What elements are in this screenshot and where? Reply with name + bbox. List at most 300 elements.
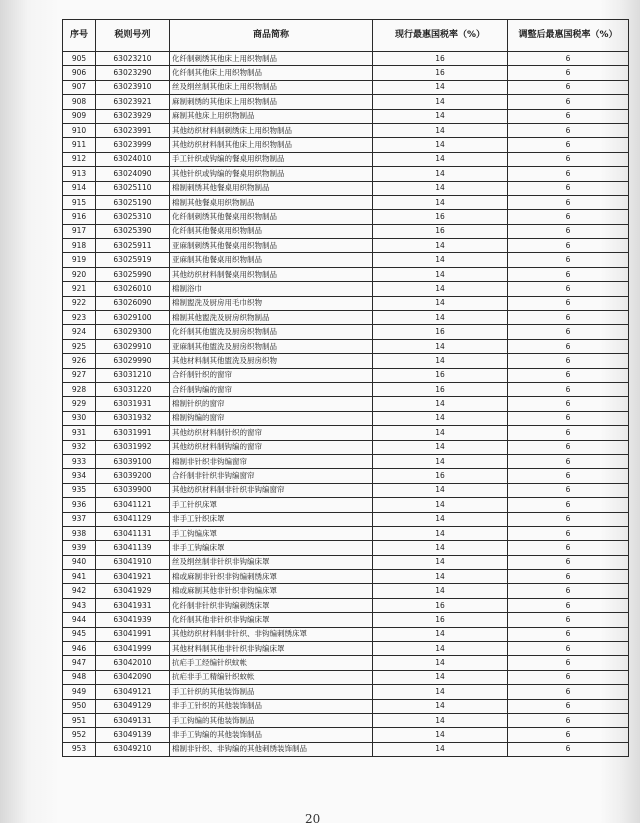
tariff-code-cell: 63049131 [96,713,170,727]
adjusted-rate-cell: 6 [508,138,629,152]
product-name-cell: 手工针织的其他装饰制品 [170,685,373,699]
product-name-cell: 丝及绢丝制其他床上用织物制品 [170,80,373,94]
current-rate-cell: 14 [373,526,508,540]
seq-cell: 924 [63,325,96,339]
product-name-cell: 抗疟手工经编针织蚊帐 [170,656,373,670]
tariff-code-cell: 63049139 [96,728,170,742]
product-name-cell: 合纤制针织的窗帘 [170,368,373,382]
seq-cell: 928 [63,382,96,396]
header-adjusted-rate: 调整后最惠国税率（%） [508,20,629,52]
tariff-code-cell: 63025110 [96,181,170,195]
adjusted-rate-cell: 6 [508,411,629,425]
seq-cell: 911 [63,138,96,152]
tariff-code-cell: 63041921 [96,570,170,584]
tariff-code-cell: 63023910 [96,80,170,94]
tariff-code-cell: 63041129 [96,512,170,526]
current-rate-cell: 14 [373,95,508,109]
product-name-cell: 手工针织床罩 [170,498,373,512]
tariff-code-cell: 63031991 [96,426,170,440]
tariff-code-cell: 63042010 [96,656,170,670]
product-name-cell: 其他材料制其他非针织非钩编床罩 [170,642,373,656]
adjusted-rate-cell: 6 [508,454,629,468]
current-rate-cell: 16 [373,382,508,396]
current-rate-cell: 16 [373,325,508,339]
tariff-code-cell: 63025390 [96,224,170,238]
current-rate-cell: 14 [373,296,508,310]
current-rate-cell: 14 [373,512,508,526]
tariff-code-cell: 63041999 [96,642,170,656]
tariff-code-cell: 63024090 [96,167,170,181]
seq-cell: 907 [63,80,96,94]
seq-cell: 923 [63,311,96,325]
seq-cell: 936 [63,498,96,512]
table-row [63,728,629,742]
adjusted-rate-cell: 6 [508,253,629,267]
adjusted-rate-cell: 6 [508,469,629,483]
table-row [63,267,629,281]
seq-cell: 920 [63,267,96,281]
current-rate-cell: 14 [373,440,508,454]
current-rate-cell: 14 [373,181,508,195]
adjusted-rate-cell: 6 [508,598,629,612]
current-rate-cell: 14 [373,354,508,368]
tariff-code-cell: 63024010 [96,152,170,166]
table-row [63,584,629,598]
table-row [63,397,629,411]
adjusted-rate-cell: 6 [508,325,629,339]
tariff-code-cell: 63049210 [96,742,170,756]
product-name-cell: 棉制钩编的窗帘 [170,411,373,425]
seq-cell: 931 [63,426,96,440]
adjusted-rate-cell: 6 [508,713,629,727]
adjusted-rate-cell: 6 [508,195,629,209]
seq-cell: 927 [63,368,96,382]
seq-cell: 917 [63,224,96,238]
current-rate-cell: 16 [373,613,508,627]
current-rate-cell: 14 [373,152,508,166]
seq-cell: 932 [63,440,96,454]
seq-cell: 910 [63,123,96,137]
current-rate-cell: 14 [373,498,508,512]
current-rate-cell: 14 [373,282,508,296]
current-rate-cell: 14 [373,239,508,253]
adjusted-rate-cell: 6 [508,656,629,670]
current-rate-cell: 14 [373,713,508,727]
current-rate-cell: 14 [373,699,508,713]
tariff-code-cell: 63029910 [96,339,170,353]
adjusted-rate-cell: 6 [508,311,629,325]
table-row [63,598,629,612]
current-rate-cell: 14 [373,483,508,497]
product-name-cell: 棉制非针织、非钩编的其他刺绣装饰制品 [170,742,373,756]
table-row [63,382,629,396]
tariff-code-cell: 63031932 [96,411,170,425]
tariff-code-cell: 63029100 [96,311,170,325]
table-row [63,224,629,238]
seq-cell: 906 [63,66,96,80]
table-row [63,354,629,368]
product-name-cell: 麻制刺绣的其他床上用织物制品 [170,95,373,109]
tariff-code-cell: 63041910 [96,555,170,569]
table-row [63,282,629,296]
product-name-cell: 棉制针织的窗帘 [170,397,373,411]
tariff-code-cell: 63031992 [96,440,170,454]
seq-cell: 947 [63,656,96,670]
table-row [63,742,629,756]
tariff-code-cell: 63023210 [96,52,170,66]
product-name-cell: 其他纺织材料制其他床上用织物制品 [170,138,373,152]
tariff-code-cell: 63025919 [96,253,170,267]
seq-cell: 938 [63,526,96,540]
tariff-code-cell: 63031220 [96,382,170,396]
adjusted-rate-cell: 6 [508,52,629,66]
tariff-code-cell: 63026090 [96,296,170,310]
tariff-code-cell: 63026010 [96,282,170,296]
product-name-cell: 化纤制刺绣其他餐桌用织物制品 [170,210,373,224]
tariff-code-cell: 63023991 [96,123,170,137]
tariff-code-cell: 63025911 [96,239,170,253]
tariff-code-cell: 63042090 [96,670,170,684]
adjusted-rate-cell: 6 [508,685,629,699]
seq-cell: 939 [63,541,96,555]
adjusted-rate-cell: 6 [508,426,629,440]
product-name-cell: 化纤制非针织非钩编刺绣床罩 [170,598,373,612]
product-name-cell: 其他材料制其他盥洗及厨房织物 [170,354,373,368]
product-name-cell: 其他纺织材料制针织的窗帘 [170,426,373,440]
table-row [63,699,629,713]
current-rate-cell: 14 [373,397,508,411]
table-row [63,80,629,94]
product-name-cell: 非手工针织的其他装饰制品 [170,699,373,713]
adjusted-rate-cell: 6 [508,354,629,368]
tariff-code-cell: 63041139 [96,541,170,555]
product-name-cell: 棉制刺绣其他餐桌用织物制品 [170,181,373,195]
table-row [63,167,629,181]
seq-cell: 925 [63,339,96,353]
seq-cell: 946 [63,642,96,656]
current-rate-cell: 16 [373,469,508,483]
tariff-code-cell: 63039100 [96,454,170,468]
adjusted-rate-cell: 6 [508,224,629,238]
table-row [63,656,629,670]
tariff-code-cell: 63025990 [96,267,170,281]
current-rate-cell: 14 [373,728,508,742]
tariff-table [62,19,629,757]
current-rate-cell: 14 [373,541,508,555]
table-row [63,483,629,497]
product-name-cell: 其他纺织材料制钩编的窗帘 [170,440,373,454]
seq-cell: 912 [63,152,96,166]
seq-cell: 935 [63,483,96,497]
product-name-cell: 化纤制刺绣其他床上用织物制品 [170,52,373,66]
current-rate-cell: 14 [373,642,508,656]
product-name-cell: 非手工钩编的其他装饰制品 [170,728,373,742]
current-rate-cell: 14 [373,742,508,756]
seq-cell: 944 [63,613,96,627]
table-row [63,66,629,80]
table-row [63,440,629,454]
product-name-cell: 其他纺织材料制餐桌用织物制品 [170,267,373,281]
current-rate-cell: 16 [373,52,508,66]
adjusted-rate-cell: 6 [508,80,629,94]
tariff-code-cell: 63041131 [96,526,170,540]
current-rate-cell: 14 [373,138,508,152]
seq-cell: 952 [63,728,96,742]
table-body [63,52,629,757]
product-name-cell: 棉或麻制非针织非钩编刺绣床罩 [170,570,373,584]
current-rate-cell: 14 [373,411,508,425]
table-row [63,296,629,310]
product-name-cell: 亚麻制其他盥洗及厨房织物制品 [170,339,373,353]
adjusted-rate-cell: 6 [508,512,629,526]
seq-cell: 914 [63,181,96,195]
product-name-cell: 棉或麻制其他非针织非钩编床罩 [170,584,373,598]
product-name-cell: 棉制其他餐桌用织物制品 [170,195,373,209]
adjusted-rate-cell: 6 [508,613,629,627]
table-row [63,526,629,540]
table-row [63,138,629,152]
tariff-code-cell: 63023929 [96,109,170,123]
product-name-cell: 亚麻制刺绣其他餐桌用织物制品 [170,239,373,253]
tariff-code-cell: 63041939 [96,613,170,627]
table-row [63,253,629,267]
current-rate-cell: 14 [373,584,508,598]
adjusted-rate-cell: 6 [508,627,629,641]
seq-cell: 943 [63,598,96,612]
table-row [63,339,629,353]
seq-cell: 934 [63,469,96,483]
table-row [63,555,629,569]
current-rate-cell: 14 [373,80,508,94]
adjusted-rate-cell: 6 [508,526,629,540]
adjusted-rate-cell: 6 [508,66,629,80]
current-rate-cell: 16 [373,224,508,238]
seq-cell: 937 [63,512,96,526]
header-current-rate: 现行最惠国税率（%） [373,20,508,52]
current-rate-cell: 16 [373,598,508,612]
current-rate-cell: 14 [373,195,508,209]
tariff-code-cell: 63041991 [96,627,170,641]
adjusted-rate-cell: 6 [508,541,629,555]
table-row [63,411,629,425]
seq-cell: 921 [63,282,96,296]
tariff-code-cell: 63023290 [96,66,170,80]
seq-cell: 933 [63,454,96,468]
product-name-cell: 合纤制非针织非钩编窗帘 [170,469,373,483]
current-rate-cell: 14 [373,267,508,281]
adjusted-rate-cell: 6 [508,109,629,123]
current-rate-cell: 14 [373,123,508,137]
tariff-code-cell: 63049121 [96,685,170,699]
current-rate-cell: 14 [373,109,508,123]
product-name-cell: 麻制其他床上用织物制品 [170,109,373,123]
table-row [63,210,629,224]
table-row [63,512,629,526]
tariff-code-cell: 63023921 [96,95,170,109]
current-rate-cell: 16 [373,210,508,224]
adjusted-rate-cell: 6 [508,555,629,569]
product-name-cell: 抗疟非手工精编针织蚊帐 [170,670,373,684]
adjusted-rate-cell: 6 [508,95,629,109]
table-row [63,685,629,699]
adjusted-rate-cell: 6 [508,152,629,166]
tariff-code-cell: 63031210 [96,368,170,382]
adjusted-rate-cell: 6 [508,296,629,310]
seq-cell: 940 [63,555,96,569]
table-row [63,152,629,166]
tariff-code-cell: 63025310 [96,210,170,224]
tariff-code-cell: 63029300 [96,325,170,339]
tariff-code-cell: 63049129 [96,699,170,713]
product-name-cell: 其他纺织材料制刺绣床上用织物制品 [170,123,373,137]
seq-cell: 918 [63,239,96,253]
product-name-cell: 手工钩编的其他装饰制品 [170,713,373,727]
product-name-cell: 棉制其他盥洗及厨房织物制品 [170,311,373,325]
current-rate-cell: 16 [373,66,508,80]
product-name-cell: 化纤制其他盥洗及厨房织物制品 [170,325,373,339]
product-name-cell: 丝及绢丝制非针织非钩编床罩 [170,555,373,569]
table-row [63,52,629,66]
adjusted-rate-cell: 6 [508,440,629,454]
tariff-code-cell: 63039200 [96,469,170,483]
seq-cell: 929 [63,397,96,411]
tariff-code-cell: 63023999 [96,138,170,152]
adjusted-rate-cell: 6 [508,167,629,181]
table-row [63,181,629,195]
product-name-cell: 亚麻制其他餐桌用织物制品 [170,253,373,267]
seq-cell: 930 [63,411,96,425]
seq-cell: 919 [63,253,96,267]
header-product-name: 商品简称 [170,20,373,52]
seq-cell: 922 [63,296,96,310]
current-rate-cell: 14 [373,555,508,569]
adjusted-rate-cell: 6 [508,239,629,253]
seq-cell: 942 [63,584,96,598]
table-row [63,541,629,555]
seq-cell: 949 [63,685,96,699]
adjusted-rate-cell: 6 [508,123,629,137]
tariff-code-cell: 63041121 [96,498,170,512]
current-rate-cell: 14 [373,670,508,684]
adjusted-rate-cell: 6 [508,181,629,195]
current-rate-cell: 14 [373,311,508,325]
product-name-cell: 化纤制其他床上用织物制品 [170,66,373,80]
adjusted-rate-cell: 6 [508,382,629,396]
tariff-code-cell: 63041931 [96,598,170,612]
table-row [63,570,629,584]
seq-cell: 909 [63,109,96,123]
product-name-cell: 其他纺织材料制非针织非钩编窗帘 [170,483,373,497]
adjusted-rate-cell: 6 [508,584,629,598]
seq-cell: 945 [63,627,96,641]
table-row [63,368,629,382]
adjusted-rate-cell: 6 [508,742,629,756]
seq-cell: 905 [63,52,96,66]
product-name-cell: 其他针织或钩编的餐桌用织物制品 [170,167,373,181]
adjusted-rate-cell: 6 [508,339,629,353]
current-rate-cell: 14 [373,685,508,699]
table-row [63,613,629,627]
adjusted-rate-cell: 6 [508,267,629,281]
product-name-cell: 手工钩编床罩 [170,526,373,540]
current-rate-cell: 14 [373,656,508,670]
adjusted-rate-cell: 6 [508,397,629,411]
adjusted-rate-cell: 6 [508,699,629,713]
tariff-code-cell: 63031931 [96,397,170,411]
product-name-cell: 化纤制其他餐桌用织物制品 [170,224,373,238]
table-row [63,426,629,440]
adjusted-rate-cell: 6 [508,670,629,684]
seq-cell: 908 [63,95,96,109]
current-rate-cell: 14 [373,167,508,181]
adjusted-rate-cell: 6 [508,642,629,656]
table-row [63,642,629,656]
table-row [63,670,629,684]
adjusted-rate-cell: 6 [508,282,629,296]
product-name-cell: 其他纺织材料制非针织、非钩编刺绣床罩 [170,627,373,641]
seq-cell: 953 [63,742,96,756]
page-number: 20 [305,812,321,823]
product-name-cell: 棉制浴巾 [170,282,373,296]
table-row [63,239,629,253]
table-header-row [63,20,629,52]
tariff-code-cell: 63041929 [96,584,170,598]
table-row [63,627,629,641]
table-row [63,498,629,512]
product-name-cell: 非手工针织床罩 [170,512,373,526]
product-name-cell: 棉制盥洗及厨房用毛巾织物 [170,296,373,310]
seq-cell: 913 [63,167,96,181]
current-rate-cell: 14 [373,627,508,641]
product-name-cell: 合纤制钩编的窗帘 [170,382,373,396]
current-rate-cell: 14 [373,454,508,468]
seq-cell: 950 [63,699,96,713]
tariff-code-cell: 63029990 [96,354,170,368]
tariff-code-cell: 63039900 [96,483,170,497]
adjusted-rate-cell: 6 [508,570,629,584]
seq-cell: 941 [63,570,96,584]
table-row [63,95,629,109]
table-row [63,454,629,468]
table-row [63,713,629,727]
seq-cell: 916 [63,210,96,224]
tariff-code-cell: 63025190 [96,195,170,209]
current-rate-cell: 14 [373,253,508,267]
table-row [63,123,629,137]
current-rate-cell: 14 [373,339,508,353]
seq-cell: 915 [63,195,96,209]
seq-cell: 951 [63,713,96,727]
current-rate-cell: 16 [373,368,508,382]
product-name-cell: 化纤制其他非针织非钩编床罩 [170,613,373,627]
adjusted-rate-cell: 6 [508,368,629,382]
adjusted-rate-cell: 6 [508,483,629,497]
product-name-cell: 非手工钩编床罩 [170,541,373,555]
current-rate-cell: 14 [373,570,508,584]
product-name-cell: 手工针织或钩编的餐桌用织物制品 [170,152,373,166]
table-row [63,469,629,483]
adjusted-rate-cell: 6 [508,728,629,742]
table-row [63,195,629,209]
seq-cell: 926 [63,354,96,368]
seq-cell: 948 [63,670,96,684]
current-rate-cell: 14 [373,426,508,440]
table-row [63,325,629,339]
table-row [63,109,629,123]
header-seq: 序号 [63,20,96,52]
adjusted-rate-cell: 6 [508,210,629,224]
header-tariff-code: 税则号列 [96,20,170,52]
